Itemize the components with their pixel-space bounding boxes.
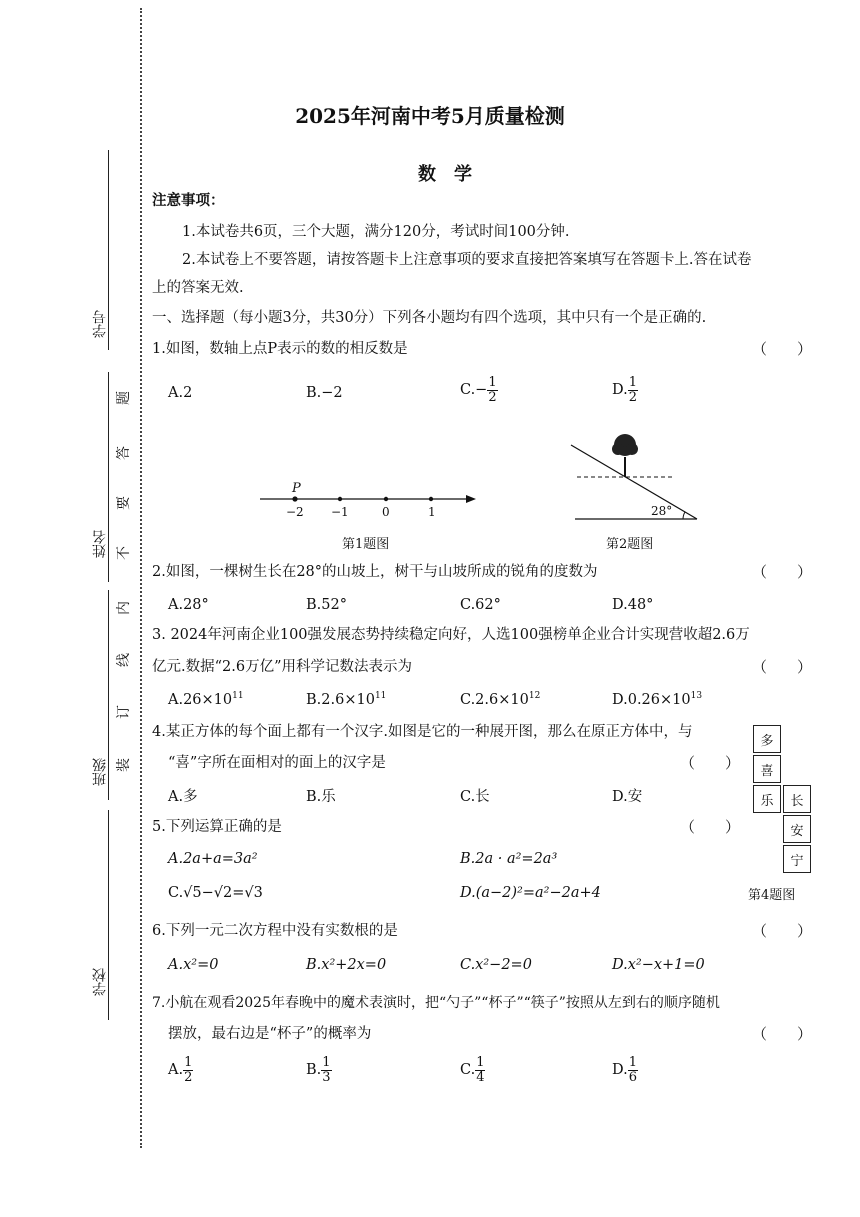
question-2-stem: 2.如图，一棵树生长在28°的山坡上，树干与山坡所成的锐角的度数为 — [152, 564, 598, 580]
numerator: 1 — [488, 375, 497, 390]
question-2-bracket: （ ） — [752, 563, 813, 581]
question-3-bracket: （ ） — [752, 658, 813, 676]
denominator: 4 — [476, 1069, 485, 1085]
net-cell: 乐 — [753, 785, 781, 813]
denominator: 2 — [184, 1069, 193, 1085]
tick-1 — [429, 497, 433, 501]
question-1-stem: 1.如图，数轴上点P表示的数的相反数是 — [152, 341, 408, 357]
tree-crown-right — [626, 443, 638, 455]
net-cell: 安 — [783, 815, 811, 843]
question-6-stem: 6.下列一元二次方程中没有实数根的是 — [152, 923, 398, 939]
q5-option-a: A.2a+a=3a² — [168, 851, 258, 867]
q7-option-d — [612, 1056, 638, 1084]
net-cell: 喜 — [753, 755, 781, 783]
q1-option-a: A.2 — [168, 385, 193, 401]
q7-option-c-fraction — [475, 1056, 485, 1084]
q7-option-b-fraction — [321, 1056, 331, 1084]
question-1-bracket: （ ） — [752, 340, 813, 358]
q1-option-d — [612, 376, 638, 404]
q3-option-c — [460, 692, 540, 707]
question-4-stem-line-2: “喜”字所在面相对的面上的汉字是 — [168, 755, 386, 771]
q6-option-a: A.x²=0 — [168, 957, 219, 973]
tick-label: 1 — [428, 505, 436, 519]
section-heading: 一、选择题（每小题3分，共30分）下列各小题均有四个选项，其中只有一个是正确的. — [152, 310, 707, 326]
question-6-bracket: （ ） — [752, 922, 813, 940]
notice-item-2: 2.本试卷上不要答题，请按答题卡上注意事项的要求直接把答案填写在答题卡上.答在试卷 — [182, 252, 752, 268]
q5-option-b: B.2a · a²=2a³ — [460, 851, 558, 867]
q6-option-d: D.x²−x+1=0 — [612, 957, 705, 973]
figure-4-caption: 第4题图 — [748, 888, 796, 903]
q7-option-c-prefix: C. — [460, 1061, 476, 1078]
warning-char: 不 — [116, 546, 132, 560]
warning-char: 线 — [116, 653, 132, 667]
q3-option-b-base: B.2.6×10 — [306, 691, 375, 708]
warning-char: 装 — [116, 758, 132, 772]
q7-option-d-prefix: D. — [612, 1061, 628, 1078]
exponent: 11 — [232, 691, 244, 701]
q4-option-d: D.安 — [612, 789, 643, 805]
warning-char: 内 — [116, 601, 132, 615]
exponent: 12 — [528, 691, 541, 701]
q6-option-b: B.x²+2x=0 — [306, 957, 387, 973]
number-line-arrow — [466, 495, 476, 503]
notice-item-1: 1.本试卷共6页，三个大题，满分120分，考试时间100分钟. — [182, 224, 570, 240]
q7-option-b — [306, 1056, 332, 1084]
q5-option-d: D.(a−2)²=a²−2a+4 — [460, 885, 601, 901]
tick-minus-1 — [338, 497, 342, 501]
exponent: 13 — [690, 691, 703, 701]
banji-label: 班级 — [92, 758, 108, 786]
q7-option-d-fraction — [628, 1056, 638, 1084]
warning-char: 题 — [116, 391, 132, 405]
numerator: 1 — [628, 375, 637, 390]
q1-option-b: B.−2 — [306, 385, 343, 401]
q2-option-d: D.48° — [612, 597, 654, 613]
q7-option-b-prefix: B. — [306, 1061, 322, 1078]
warning-char: 要 — [116, 496, 132, 510]
q7-option-a — [168, 1056, 193, 1084]
q1-option-c-prefix: C.− — [460, 381, 488, 398]
subject-title: 数 学 — [418, 164, 472, 185]
question-4-bracket: （ ） — [680, 754, 741, 772]
denominator: 2 — [628, 389, 637, 405]
q4-option-c: C.长 — [460, 789, 490, 805]
xingming-label: 姓名 — [92, 530, 108, 558]
q1-option-d-fraction — [628, 376, 638, 404]
warning-char: 答 — [116, 446, 132, 460]
xuexiao-label: 学校 — [92, 968, 108, 996]
denominator: 6 — [628, 1069, 637, 1085]
xuehao-label: 学号 — [92, 310, 108, 338]
net-cell: 多 — [753, 725, 781, 753]
question-7-bracket: （ ） — [752, 1025, 813, 1043]
q7-option-a-fraction — [183, 1056, 193, 1084]
q6-option-c: C.x²−2=0 — [460, 957, 532, 973]
point-p-label: P — [292, 481, 301, 496]
q2-option-c: C.62° — [460, 597, 501, 613]
net-cell: 宁 — [783, 845, 811, 873]
question-3-stem-line-2: 亿元.数据“2.6万亿”用科学记数法表示为 — [152, 659, 412, 675]
question-5-bracket: （ ） — [680, 818, 741, 836]
question-3-stem-line-1: 3. 2024年河南企业100强发展态势持续稳定向好，人选100强榜单企业合计实现营收超2.6万 — [152, 627, 750, 643]
slope-line — [571, 445, 697, 519]
q3-option-d-base: D.0.26×10 — [612, 691, 691, 708]
figure-2-caption: 第2题图 — [606, 537, 654, 552]
q3-option-a-base: A.26×10 — [168, 691, 233, 708]
tree-crown-left — [612, 443, 624, 455]
notice-heading: 注意事项： — [152, 192, 225, 209]
numerator: 1 — [476, 1055, 485, 1070]
notice-item-2-cont: 上的答案无效. — [152, 280, 244, 296]
exponent: 11 — [374, 691, 387, 701]
denominator: 2 — [488, 389, 497, 405]
q2-option-a: A.28° — [168, 597, 209, 613]
net-cell: 长 — [783, 785, 811, 813]
warning-char: 订 — [116, 705, 132, 719]
tick-0 — [384, 497, 388, 501]
q3-option-b — [306, 692, 386, 707]
angle-label: 28° — [651, 504, 673, 518]
q3-option-d — [612, 692, 702, 707]
q4-option-b: B.乐 — [306, 789, 336, 805]
tick-label: −1 — [331, 505, 349, 519]
figure-1-caption: 第1题图 — [342, 537, 390, 552]
q5-option-c: C.√5−√2=√3 — [168, 885, 263, 901]
question-5-stem: 5.下列运算正确的是 — [152, 819, 282, 835]
question-4-stem-line-1: 4.某正方体的每个面上都有一个汉字.如图是它的一种展开图，那么在原正方体中，与 — [152, 724, 693, 740]
tick-label: −2 — [286, 505, 304, 519]
tick-label: 0 — [382, 505, 390, 519]
numerator: 1 — [322, 1055, 331, 1070]
exam-title: 2025年河南中考5月质量检测 — [295, 104, 565, 128]
numerator: 1 — [184, 1055, 193, 1070]
q3-option-c-base: C.2.6×10 — [460, 691, 529, 708]
point-p — [292, 496, 297, 501]
question-7-stem-line-2: 摆放，最右边是“杯子”的概率为 — [168, 1026, 372, 1042]
q7-option-a-prefix: A. — [168, 1061, 184, 1078]
q3-option-a — [168, 692, 244, 707]
q4-option-a: A.多 — [168, 789, 198, 805]
q1-option-d-prefix: D. — [612, 381, 628, 398]
angle-arc — [683, 512, 685, 519]
q1-option-c-fraction — [487, 376, 497, 404]
q1-option-c — [460, 376, 498, 404]
question-7-stem-line-1: 7.小航在观看2025年春晚中的魔术表演时，把“勺子”“杯子”“筷子”按照从左到右的顺序随机 — [152, 995, 720, 1011]
numerator: 1 — [628, 1055, 637, 1070]
slope-tree-figure — [565, 425, 705, 525]
q7-option-c — [460, 1056, 485, 1084]
q2-option-b: B.52° — [306, 597, 347, 613]
denominator: 3 — [322, 1069, 331, 1085]
